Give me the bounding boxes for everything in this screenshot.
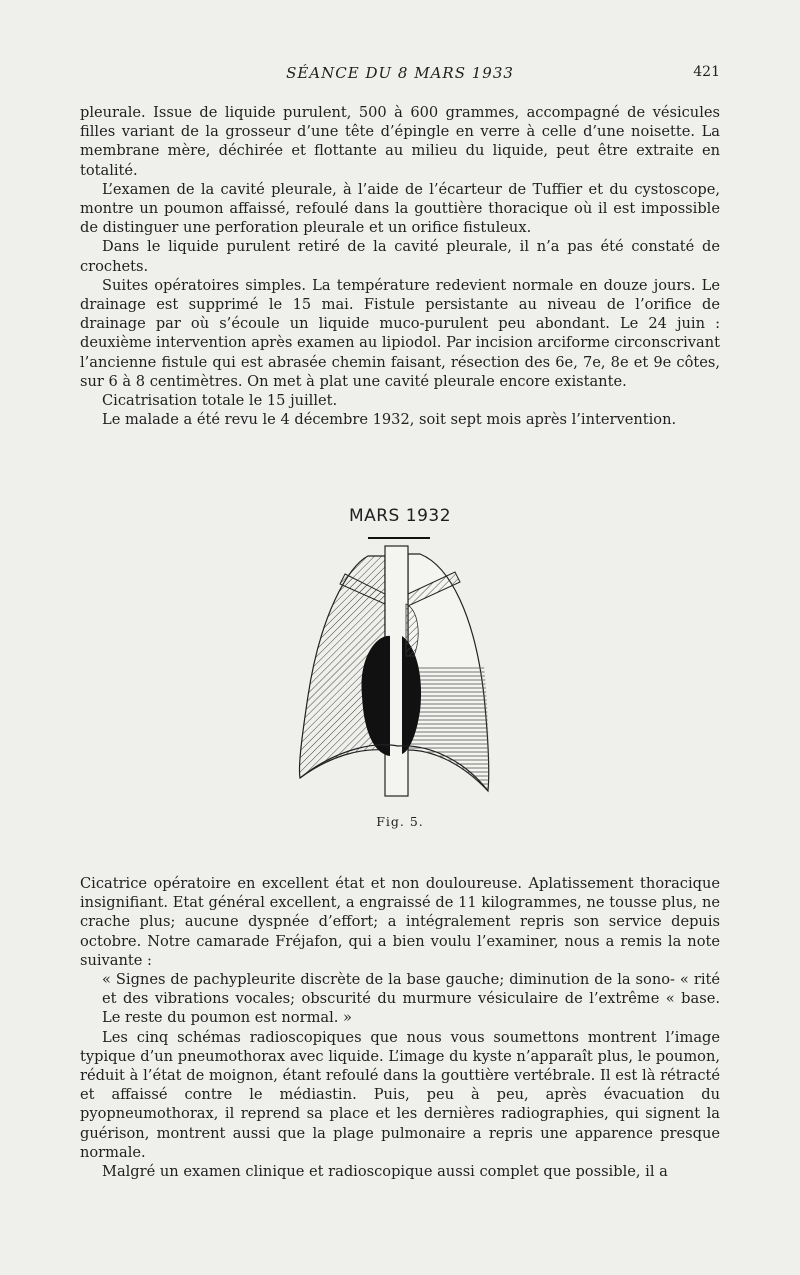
page-number: 421 <box>693 64 720 80</box>
bottom-text-block <box>80 874 720 1181</box>
quoted-note: « Signes de pachypleurite discrète de la base gauche; diminution de la sono- « rité et des vibrations vocales; obscurité du murmure vésiculaire de l’extrême « base. Le reste du poumon est normal. » <box>102 971 720 1027</box>
paragraph: Les cinq schémas radioscopiques que nous vous soumettons montrent l’image typique d’un pneumothorax avec liquide. L’image du kyste n’apparaît plus, le poumon, réduit à l’état de moignon, étant refoulé dans la gouttière vertébrale. Il est là rétracté et affaissé contre le médiastin. Puis, peu à peu, après évacuation du pyopneumothorax, il reprend sa place et les dernières radiographies, qui signent la guérison, montrent aussi que la plage pulmonaire a repris une apparence presque normale. <box>80 1028 720 1161</box>
running-title: SÉANCE DU 8 MARS 1933 <box>286 64 514 82</box>
chest-radiograph-schematic <box>290 506 510 806</box>
paragraph: Dans le liquide purulent retiré de la cavité pleurale, il n’a pas été constaté de crochets. <box>80 238 720 275</box>
paragraph: Suites opératoires simples. La température redevient normale en douze jours. Le drainage est supprimé le 15 mai. Fistule persistante au niveau de l’orifice de drainage par où s’écoule un liquide muco-purulent peu abondant. Le 24 juin : deuxième intervention après examen au lipiodol. Par incision arciforme circonscrivant l’ancienne fistule qui est abrasée chemin faisant, résection des 6e, 7e, 8e et 9e côtes, sur 6 à 8 centimètres. On met à plat une cavité pleurale encore existante. <box>80 276 720 390</box>
page-header <box>0 64 800 84</box>
figure-title: MARS 1932 <box>348 506 452 526</box>
paragraph: L’examen de la cavité pleurale, à l’aide de l’écarteur de Tuffier et du cystoscope, montre un poumon affaissé, refoulé dans la gouttière thoracique où il est impossible de distinguer une perforation pleurale et un orifice fistuleux. <box>80 180 720 237</box>
paragraph: pleurale. Issue de liquide purulent, 500 à 600 grammes, accompagné de vésicules filles variant de la grosseur d’une tête d’épingle en verre à celle d’une noisette. La membrane mère, déchirée et flottante au milieu du liquide, peut être extraite en totalité. <box>80 104 720 179</box>
top-text-block <box>80 103 720 429</box>
paragraph: Cicatrice opératoire en excellent état et non douloureuse. Aplatissement thoracique insignifiant. Etat général excellent, a engraissé de 11 kilogrammes, ne tousse plus, ne crache plus; aucune dyspnée d’effort; a intégralement repris son service depuis octobre. Notre camarade Fréjafon, qui a bien voulu l’examiner, nous a remis la note suivante : <box>80 875 720 969</box>
paragraph: Cicatrisation totale le 15 juillet. <box>102 392 338 410</box>
figure-caption: Fig. 5. <box>376 814 424 829</box>
radiographic-figure <box>290 506 510 806</box>
paragraph: Le malade a été revu le 4 décembre 1932, soit sept mois après l’intervention. <box>102 411 677 429</box>
paragraph: Malgré un examen clinique et radioscopique aussi complet que possible, il a <box>102 1163 668 1181</box>
